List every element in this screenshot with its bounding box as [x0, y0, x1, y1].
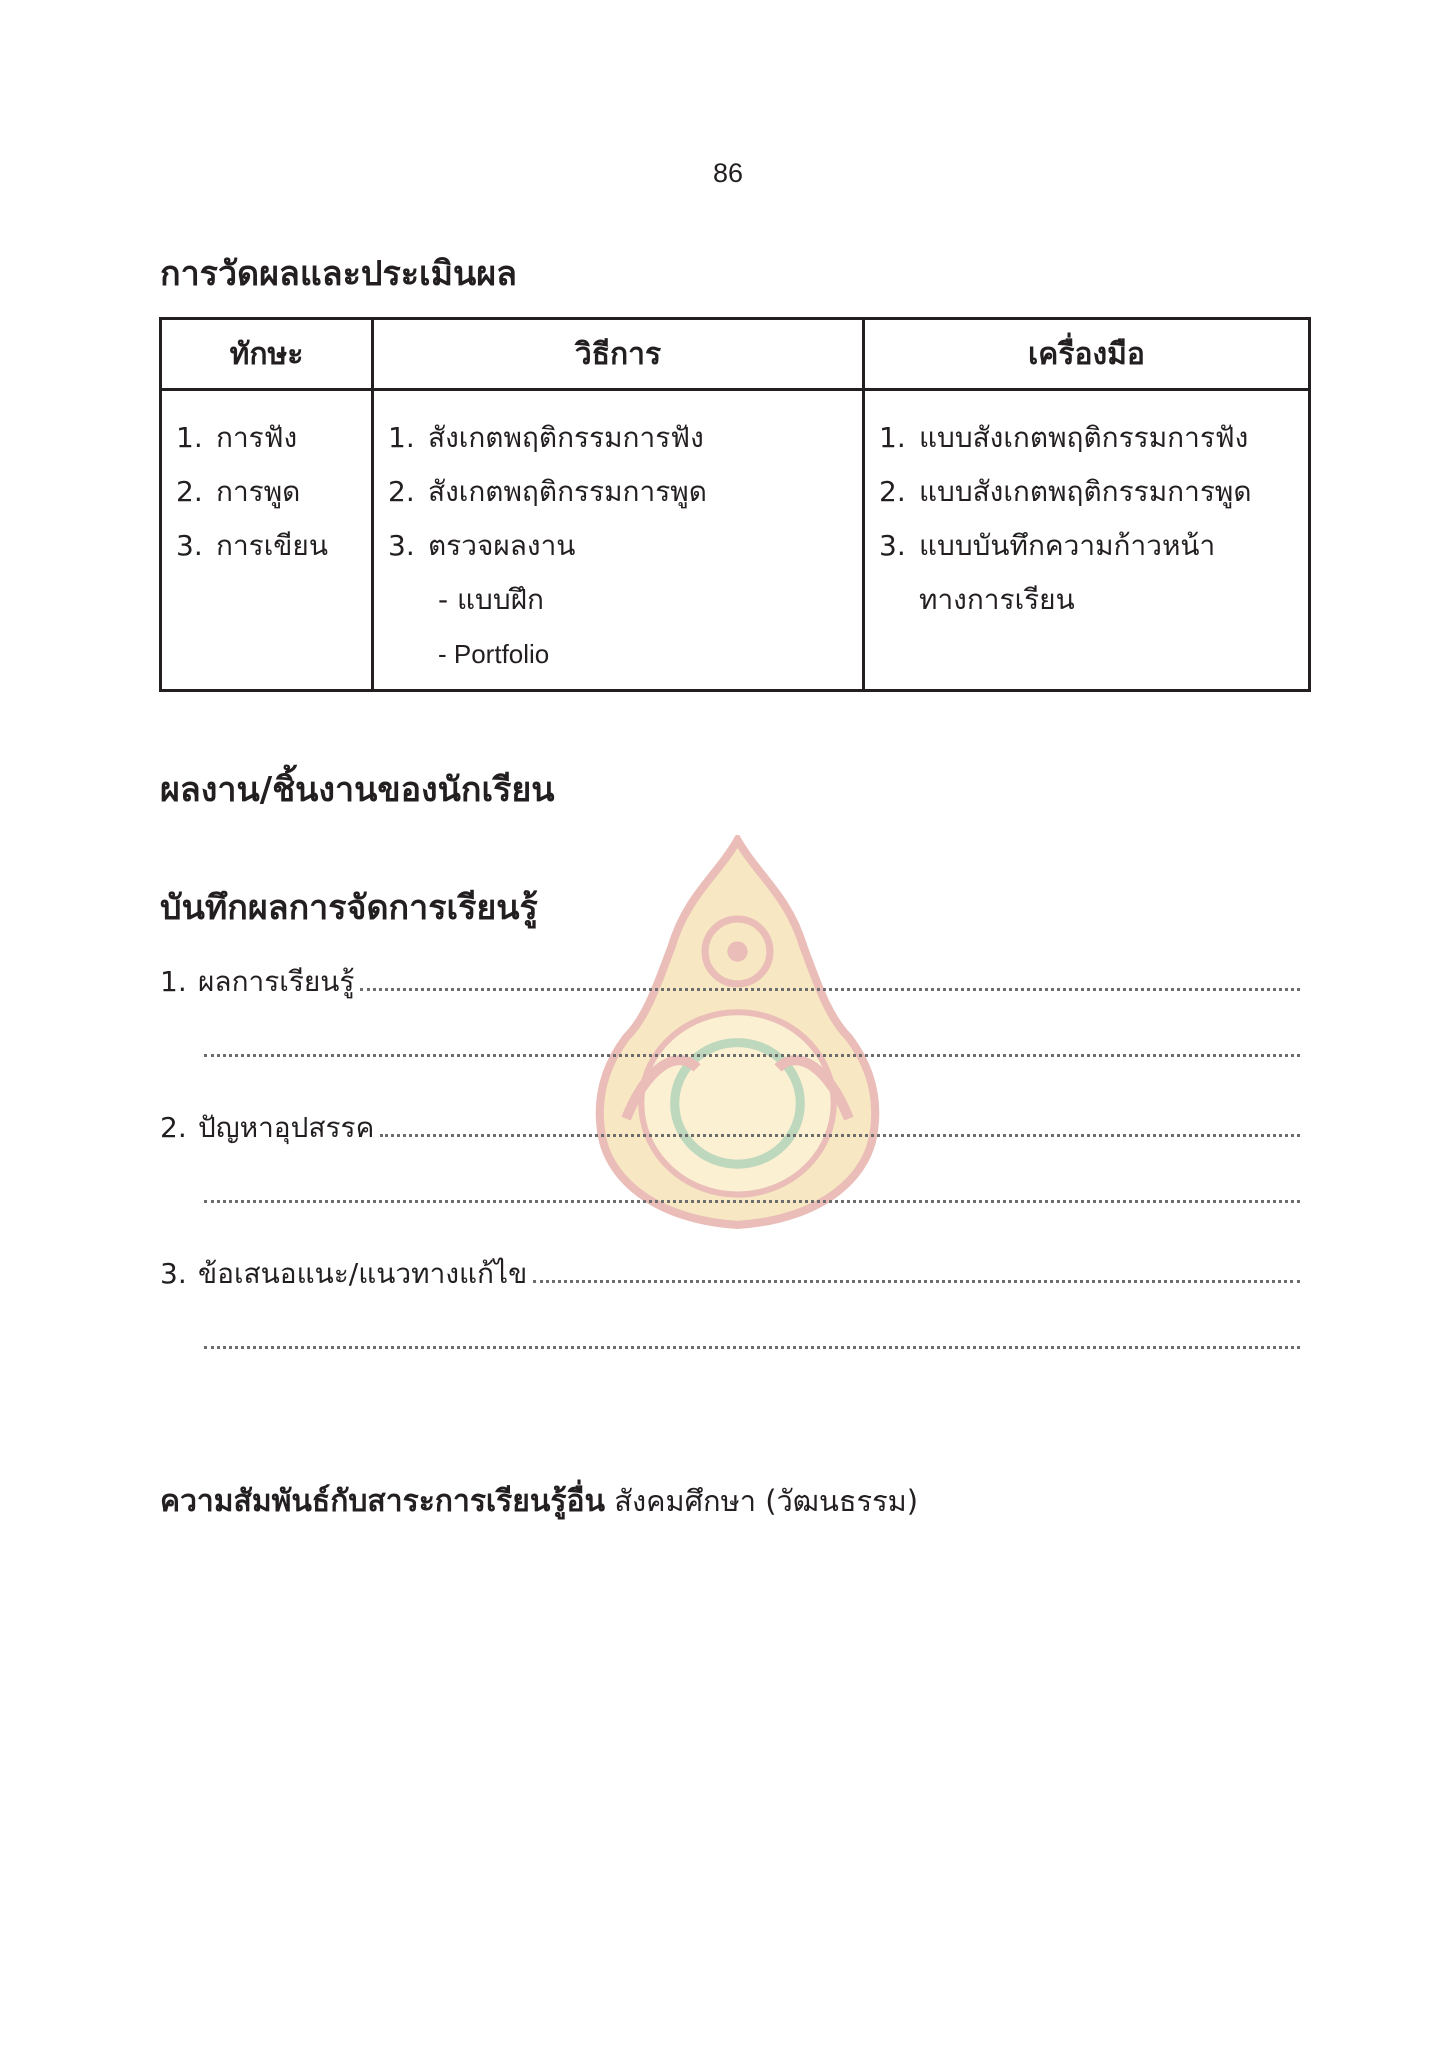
item-number: 3. — [176, 529, 203, 562]
header-method: วิธีการ — [373, 319, 864, 390]
record-item-label: ปัญหาอุปสรรค — [198, 1111, 375, 1144]
page-number: 86 — [712, 158, 744, 188]
item-number: 2. — [879, 475, 906, 508]
tool-item-continuation: ทางการเรียน — [919, 583, 1075, 616]
item-number: 3. — [388, 529, 415, 562]
method-sub-item: - แบบฝึก — [438, 583, 544, 616]
record-item — [160, 1106, 1300, 1146]
record-item-label: ข้อเสนอแนะ/แนวทางแก้ไข — [198, 1257, 528, 1290]
tools-cell — [864, 390, 1310, 691]
method-sub-item: - Portfolio — [438, 639, 550, 669]
skill-item — [176, 519, 359, 573]
item-number: 3. — [879, 529, 906, 562]
item-number: 2. — [176, 475, 203, 508]
item-text: แบบสังเกตพฤติกรรมการฟัง — [919, 421, 1249, 454]
tool-item — [879, 465, 1296, 519]
skills-cell — [161, 390, 373, 691]
record-item — [160, 960, 1300, 1000]
method-item — [388, 465, 850, 519]
tool-item — [879, 519, 1296, 573]
assessment-heading: การวัดผลและประเมินผล — [160, 254, 518, 294]
dotted-fill-line — [204, 1344, 1300, 1349]
item-number: 1. — [879, 421, 906, 454]
item-text: แบบสังเกตพฤติกรรมการพูด — [919, 475, 1252, 508]
relation-line — [160, 1478, 918, 1525]
record-item — [160, 1252, 1300, 1292]
student-work-heading: ผลงาน/ชิ้นงานของนักเรียน — [160, 770, 555, 810]
header-skill: ทักษะ — [161, 319, 373, 390]
item-number: 2. — [388, 475, 415, 508]
dotted-fill-line — [360, 962, 1300, 991]
dotted-fill-line — [380, 1108, 1300, 1137]
table-header-row — [161, 319, 1310, 390]
item-number: 1. — [176, 421, 203, 454]
item-text: สังเกตพฤติกรรมการฟัง — [428, 421, 704, 454]
skill-item — [176, 411, 359, 465]
record-item-label: ผลการเรียนรู้ — [198, 965, 355, 998]
method-item — [388, 411, 850, 465]
dotted-fill-line — [204, 1198, 1300, 1203]
relation-value: สังคมศึกษา (วัฒนธรรม) — [614, 1484, 919, 1518]
table-row — [161, 390, 1310, 691]
item-text: ตรวจผลงาน — [428, 529, 576, 562]
record-item-number: 3. — [160, 1257, 187, 1290]
emblem-watermark — [585, 835, 890, 1230]
item-number: 1. — [388, 421, 415, 454]
dotted-fill-line — [204, 1052, 1300, 1057]
dotted-fill-line — [533, 1254, 1300, 1283]
item-text: การเขียน — [216, 529, 328, 562]
record-item-number: 2. — [160, 1111, 187, 1144]
relation-label: ความสัมพันธ์กับสาระการเรียนรู้อื่น — [160, 1484, 606, 1519]
item-text: การพูด — [216, 475, 301, 508]
skill-item — [176, 465, 359, 519]
item-text: การฟัง — [216, 421, 298, 454]
item-text: สังเกตพฤติกรรมการพูด — [428, 475, 707, 508]
record-heading: บันทึกผลการจัดการเรียนรู้ — [160, 888, 538, 928]
assessment-table — [159, 317, 1311, 692]
method-item — [388, 519, 850, 573]
item-text: แบบบันทึกความก้าวหน้า — [919, 529, 1216, 562]
methods-cell — [373, 390, 864, 691]
header-tool: เครื่องมือ — [864, 319, 1310, 390]
record-item-number: 1. — [160, 965, 187, 998]
tool-item — [879, 411, 1296, 465]
